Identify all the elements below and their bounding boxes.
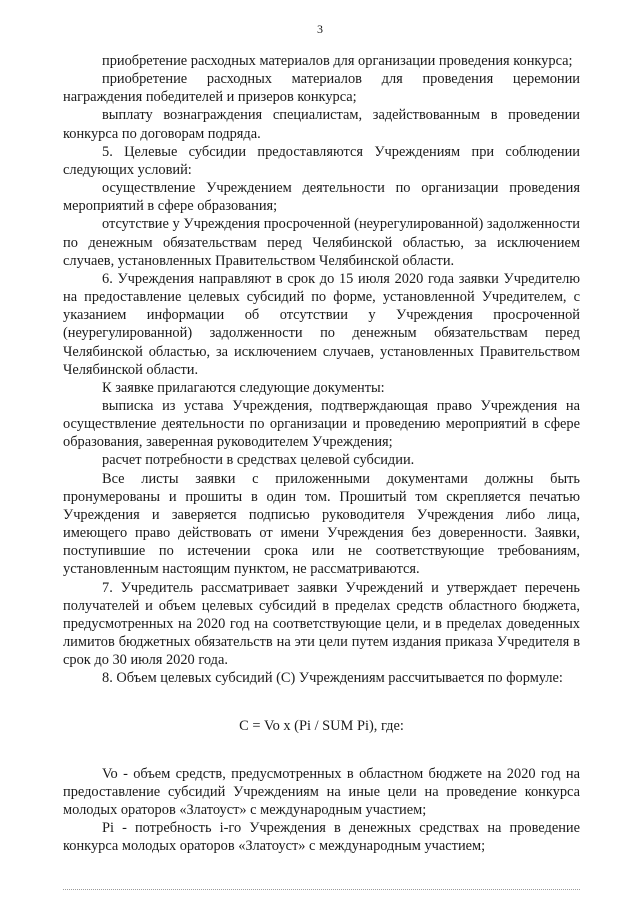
page-number: 3 bbox=[317, 22, 323, 36]
definition-pi: Pi - потребность i-го Учреждения в денежных средствах на проведение конкурса молодых ораторов «Златоуст» с международным участием; bbox=[63, 820, 580, 855]
paragraph-condition-no-debt: отсутствие у Учреждения просроченной (неурегулированной) задолженности по денежным обязательствам перед Челябинской областью, за исключением случаев, установленных Правительством Челябинской области. bbox=[63, 216, 580, 269]
bottom-edge-line bbox=[63, 889, 580, 890]
paragraph-item-8: 8. Объем целевых субсидий (С) Учреждениям рассчитывается по формуле: bbox=[102, 670, 563, 687]
paragraph-materials-organization: приобретение расходных материалов для организации проведения конкурса; bbox=[102, 53, 573, 69]
paragraph-item-5: 5. Целевые субсидии предоставляются Учреждениям при соблюдении следующих условий: bbox=[63, 143, 580, 178]
paragraph-item-7: 7. Учредитель рассматривает заявки Учреждений и утверждает перечень получателей и объем целевых субсидий в пределах средств областного бюджета, предусмотренных на 2020 год на соответствующие цели, и в пределах доведенных лимитов бюджетных обязательств на эти цели путем издания приказа Учредителя в срок до 30 июля 2020 года. bbox=[63, 579, 580, 669]
paragraph-charter-extract: выписка из устава Учреждения, подтверждающая право Учреждения на осуществление деятельности по организации и проведению мероприятий в сфере образования, заверенная руководителем Учреждения; bbox=[63, 397, 580, 451]
paragraph-sheets-numbered: Все листы заявки с приложенными документами должны быть пронумерованы и прошиты в один том. Прошитый том скрепляется печатью Учреждения и заверяется подписью руководителя Учреждения либо лица, имеющего право действовать от имени Учреждения без доверенности. Заявки, поступившие по истечении срока или не соответствующие требованиям, установленным настоящим пунктом, не рассматриваются. bbox=[63, 470, 580, 578]
subsidy-formula: С = Vo x (Pi / SUM Pi), где: bbox=[239, 718, 404, 735]
paragraph-item-6: 6. Учреждения направляют в срок до 15 июля 2020 года заявки Учредителю на предоставление целевых субсидий по форме, установленной Учредителем, с указанием информации об отсутствии у Учреждения просроченной (неурегулированной) задолженности по денежным обязательствам перед Челябинской областью, за исключением случаев, установленных Правительством Челябинской области. bbox=[63, 270, 580, 378]
paragraph-needs-calculation: расчет потребности в средствах целевой субсидии. bbox=[102, 452, 415, 469]
paragraph-attached-documents: К заявке прилагаются следующие документы: bbox=[102, 379, 385, 396]
paragraph-condition-activity: осуществление Учреждением деятельности по организации проведения мероприятий в сфере образования; bbox=[63, 180, 580, 215]
document-body bbox=[63, 52, 580, 855]
paragraph-materials-ceremony: приобретение расходных материалов для проведения церемонии награждения победителей и призеров конкурса; bbox=[63, 71, 580, 106]
definition-vo: Vo - объем средств, предусмотренных в областном бюджете на 2020 год на предоставление субсидий Учреждениям на иные цели на проведение конкурса молодых ораторов «Златоуст» с международным участием; bbox=[63, 765, 580, 818]
paragraph-specialists-payment: выплату вознаграждения специалистам, задействованным в проведении конкурса по договорам подряда. bbox=[63, 107, 580, 142]
